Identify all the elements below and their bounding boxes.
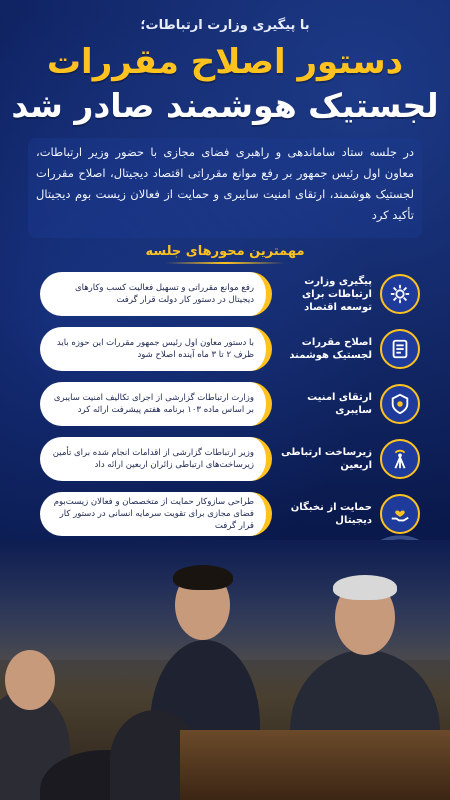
list-item [40,327,420,371]
item-detail-pill [40,437,272,481]
item-label: زیرساخت ارتباطی اربعین [281,447,372,471]
shield-icon [380,384,420,424]
list-item [40,437,420,481]
item-detail-text: وزارت ارتباطات گزارشی از اجرای تکالیف امنیت سایبری بر اساس ماده ۱۰۳ برنامه هفتم پیشرفت ارائه کرد [53,393,254,415]
person-speaker-hair [333,575,397,600]
antenna-icon [380,439,420,479]
headline-line-2: لجستیک هوشمند صادر شد [11,86,439,125]
item-label: پیگیری وزارت ارتباطات برای توسعه اقتصاد [301,275,372,313]
item-detail-pill [40,492,272,536]
item-detail-text: رفع موانع مقرراتی و تسهیل فعالیت کسب وکارهای دیجیتال در دستور کار دولت قرار گرفت [74,283,254,305]
item-detail-text: طراحی سازوکار حمایت از متخصصان و فعالان زیست‌بوم فضای مجازی برای تقویت سرمایه انسانی در دستور کار قرار گرفت [53,497,254,531]
person-center-hair [173,565,233,590]
item-label: اصلاح مقررات لجستیک هوشمند [289,337,372,361]
meeting-table [180,730,450,800]
headline-line-1: دستور اصلاح مقررات [46,42,404,82]
kicker-text: با پیگیری وزارت ارتباطات؛ [140,18,310,33]
item-detail-text: با دستور معاون اول رئیس جمهور مقررات این حوزه باید ظرف ۲ تا ۳ ماه آینده اصلاح شود [56,338,254,360]
person-left-head [5,650,55,710]
gear-icon [380,274,420,314]
item-detail-pill [40,327,272,371]
item-detail-pill [40,272,272,316]
document-icon [380,329,420,369]
item-label: حمایت از نخبگان دیجیتال [290,502,372,526]
item-detail-text: وزیر ارتباطات گزارشی از اقدامات انجام شده برای تأمین زیرساخت‌های ارتباطی زائران اربعین ارائه داد [52,448,254,470]
item-label: ارتقای امنیت سایبری [307,392,372,416]
list-item [40,382,420,426]
section-title: مهمترین محورهای جلسه [145,244,305,259]
meeting-photo [0,540,450,800]
section-divider [165,262,285,264]
key-points-list [40,272,420,547]
list-item [40,272,420,316]
intro-paragraph: در جلسه ستاد ساماندهی و راهبری فضای مجازی با حضور وزیر ارتباطات، معاون اول رئیس جمهور بر رفع موانع مقرراتی اقتصاد دیجیتال، اصلاح مقررات لجستیک هوشمند، ارتقای امنیت سایبری و حمایت از فعالان زیست بوم دیجیتال تأکید کرد [36,145,414,222]
item-detail-pill [40,382,272,426]
